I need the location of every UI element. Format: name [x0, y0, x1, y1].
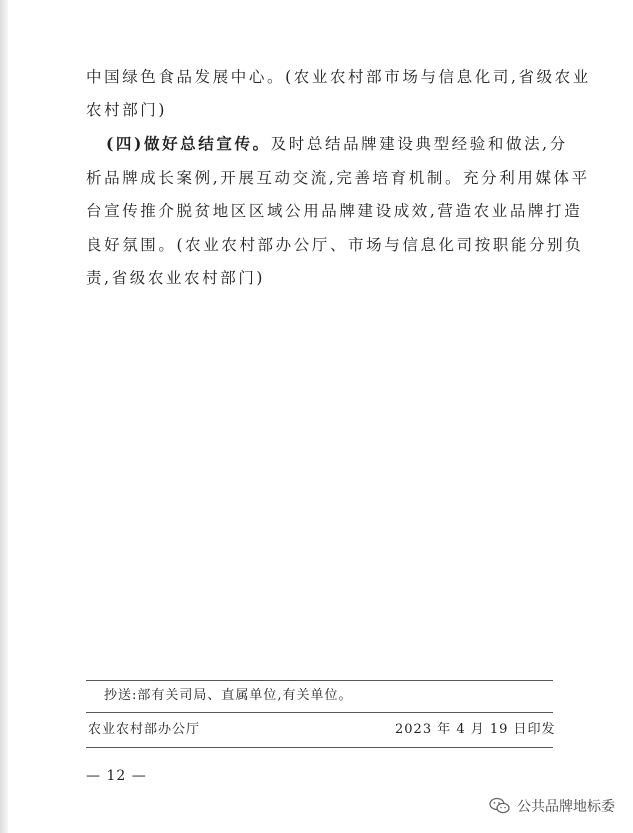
watermark: [489, 796, 615, 816]
section-text: 及时总结品牌建设典型经验和做法,分: [270, 135, 568, 153]
body-line-1: 中国绿色食品发展中心。(农业农村部市场与信息化司,省级农业: [86, 68, 591, 86]
body-line-4: 析品牌成长案例,开展互动交流,完善培育机制。充分利用媒体平: [86, 169, 590, 187]
issuer: 农业农村部办公厅: [88, 722, 201, 737]
body-line-7: 责,省级农业农村部门): [86, 269, 266, 287]
page-number: — 12 —: [86, 768, 147, 784]
body-line-6: 良好氛围。(农业农村部办公厅、市场与信息化司按职能分别负: [86, 236, 584, 254]
body-line-5: 台宣传推介脱贫地区区域公用品牌建设成效,营造农业品牌打造: [86, 202, 583, 220]
wechat-icon: [489, 797, 511, 815]
section-heading: (四)做好总结宣传。: [106, 134, 271, 153]
page-edge: [0, 0, 8, 833]
watermark-text: 公共品牌地标委: [517, 799, 615, 815]
cc-line: 抄送:部有关司局、直属单位,有关单位。: [104, 688, 353, 703]
rule-top: [86, 680, 553, 681]
rule-middle: [86, 712, 553, 713]
issue-date: 2023 年 4 月 19 日印发: [395, 722, 556, 737]
rule-bottom: [86, 747, 553, 748]
body-line-3: [106, 134, 568, 154]
body-line-2: 农村部门): [86, 101, 168, 119]
